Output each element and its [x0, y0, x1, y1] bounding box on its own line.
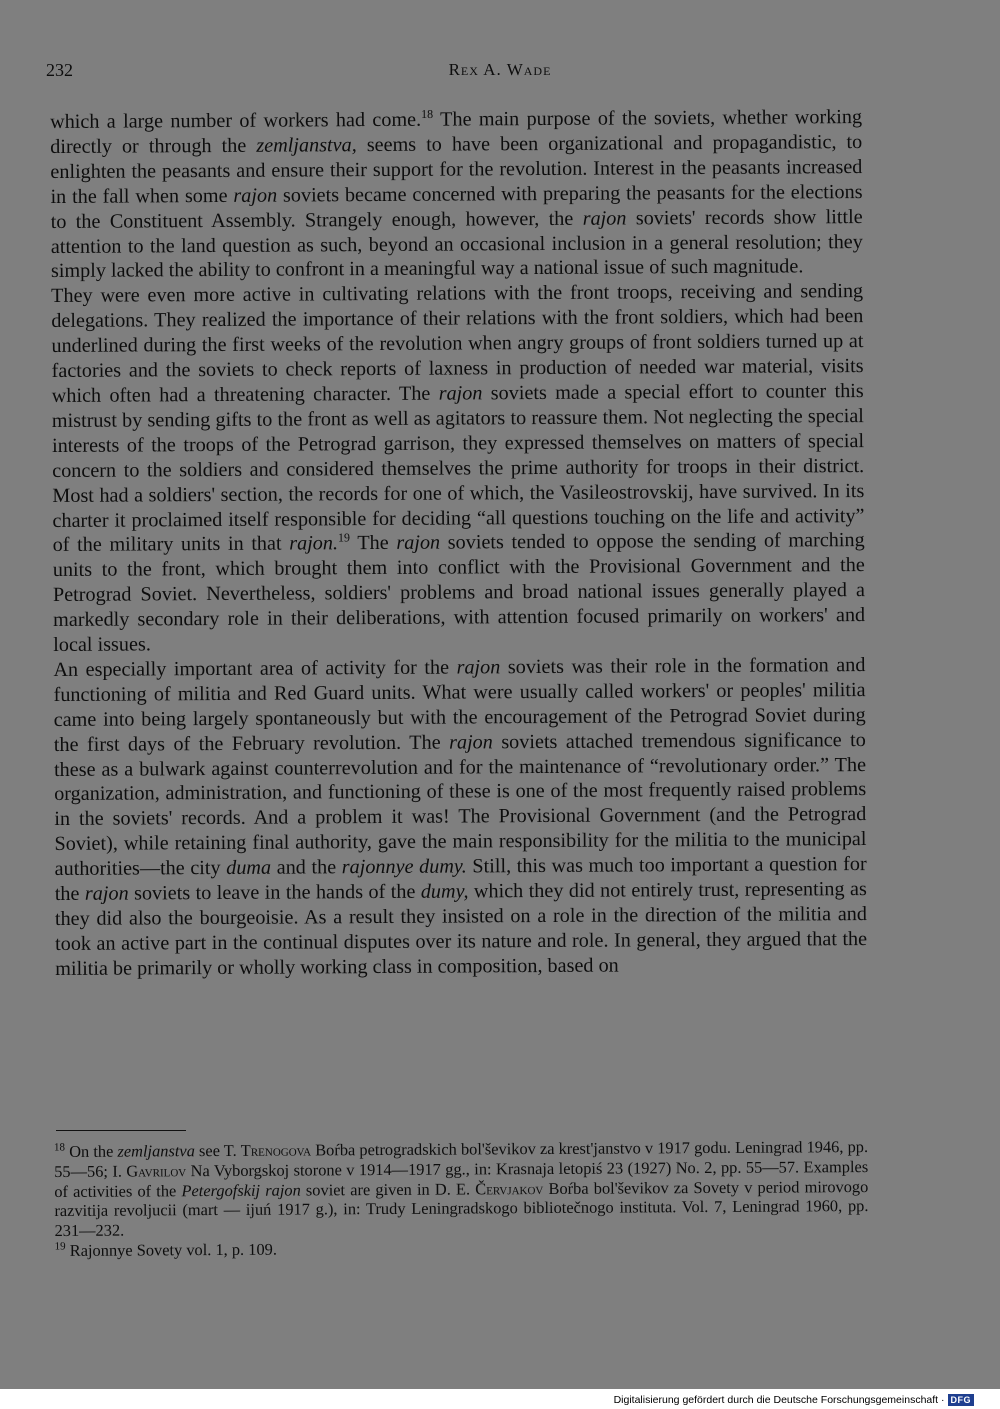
text-run: soviet are given in D. E. — [300, 1179, 476, 1200]
footnote-number: 18 — [53, 1141, 66, 1154]
text-run: soviets was their role in the formation and functioning of militia and Red Guard units. What were usually called workers' or peoples' militia came into being largely spontaneously but with the encouragement of the Petrograd Soviet during the first days of the February revolution. The — [53, 653, 866, 756]
text-run: Still, this was much too important a question for the — [54, 853, 867, 906]
italic-term: rajon — [449, 730, 493, 754]
credit-text: Digitalisierung gefördert durch die Deutsche Forschungsgemeinschaft · — [613, 1394, 945, 1406]
italic-term: rajon — [396, 532, 441, 555]
paragraph-3 — [53, 653, 867, 982]
text-run: soviets made a special effort to counter this mistrust by sending gifts to the front as well as agitators to reassure them. Not neglecting the special interests of the troops of the Petrograd garrison, they expressed themselves on matters of special concern to the soldiers and considered themselves the prime authority for troops in their district. Most had a soldiers' section, the records for one of which, the Vasileostrovskij, have survived. In its charter it proclaimed itself responsible for deciding “all questions touching on the life and activity” of the military units in that — [51, 380, 865, 557]
body-text — [50, 105, 867, 982]
text-run: On the — [64, 1141, 118, 1161]
footnote-ref-19: 19 — [337, 530, 351, 545]
author-name: Trenogova — [240, 1140, 312, 1160]
italic-term: rajon — [456, 656, 501, 679]
italic-term: Petergofskij rajon — [181, 1180, 301, 1200]
text-run: Boŕba bol'ševikov za Sovety v period mirovogo razvitija revoljucii (mart — ijuń 1917 g.), in: Trudy Leningradskogo bibliotečnogo instituta. Vol. 7, Leningrad 1960, pp. 231—232. — [54, 1176, 869, 1241]
italic-term: rajon — [438, 382, 483, 405]
italic-term: duma — [226, 856, 272, 880]
dfg-logo-icon: DFG — [948, 1394, 975, 1406]
page-number: 232 — [46, 60, 73, 80]
text-run: seems to have been organizational and propagandistic, to enlighten the peasants and ensure their support for the revolution. Interest in the peasants increased in the fall when some — [50, 130, 863, 208]
text-run: The — [349, 532, 397, 555]
text-run: An especially important area of activity for the — [53, 656, 457, 681]
footnote-divider — [56, 1130, 186, 1131]
italic-term: rajon — [233, 184, 278, 207]
footnote-18 — [54, 1137, 869, 1241]
text-run: which a large number of workers had come. — [50, 108, 422, 133]
text-run: The main purpose of the soviets, whether working directly or through the — [50, 106, 863, 158]
text-run: soviets to leave in the hands of the — [128, 880, 421, 905]
text-run: soviets tended to oppose the sending of marching units to the front, which brought them into conflict with the Provisional Government and the Petrograd Soviet. Nevertheless, soldiers' problems and broad national issues generally played a markedly secondary role in their deliberations, with attention focused primarily on workers' and local issues. — [52, 529, 866, 657]
text-run: Rajonnye Sovety vol. 1, p. 109. — [65, 1239, 277, 1260]
text-run: They were even more active in cultivating relations with the front troops, receiving and sending delegations. They realized the importance of their relations with the front soldiers, which had been underlined during the first weeks of the revolution when angry groups of front soldiers turned up at factories and the soviets to check reports of laxness in production of needed war material, visits which often had a threatening character. The — [51, 280, 864, 407]
digitization-credit — [614, 1394, 974, 1406]
author-name: Gavrilov — [126, 1160, 187, 1181]
italic-term: rajonnye dumy. — [341, 855, 467, 879]
italic-term: rajon — [582, 207, 627, 230]
italic-term: zemljanstva — [117, 1141, 195, 1161]
text-run: soviets attached tremendous significance to these as a bulwark against counterrevolution and for the maintenance of “revolutionary order.” The organization, administration, and functioning of these is one of the most frequently raised problems in the soviets' records. And a problem it was! The Provisional Government (and the Petrograd Soviet), while retaining final authority, gave the main responsibility for the militia to the municipal authorities—the city — [53, 728, 867, 881]
running-head: Rex A. Wade — [448, 60, 552, 79]
author-name: Červjakov — [475, 1178, 544, 1199]
text-run: soviets' records show little attention to the land question as such, beyond an occasional inclusion in a general resolution; they simply lacked the ability to confront in a meaningful way a national issue of such magnitude. — [50, 205, 863, 283]
paragraph-1 — [50, 105, 863, 284]
text-run: soviets became concerned with preparing the peasants for the elections to the Constituent Assembly. Strangely enough, however, the — [50, 180, 863, 233]
italic-term: zemljanstva, — [256, 134, 357, 157]
footnote-19 — [55, 1236, 869, 1261]
text-run: and the — [271, 856, 342, 879]
text-run: Na Vyborgskoj storone v 1914—1917 gg., in: Krasnaja letopiś 23 (1927) No. 2, pp. 55—57. Examples of activities of the — [54, 1156, 869, 1201]
footnote-ref-18: 18 — [421, 106, 434, 121]
text-run: see T. — [194, 1140, 241, 1161]
text-run: which they did not entirely trust, representing as they did also the bourgeoisie. As a result they insisted on a role in the direction of the militia and took an active part in the continual disputes over its nature and role. In general, they argued that the militia be primarily or wholly working class in composition, based on — [54, 878, 868, 980]
italic-term: rajon — [84, 882, 129, 905]
text-run: Boŕba petrogradskich bol'ševikov za krest'janstvo v 1917 godu. Leningrad 1946, pp. 55—56; I. — [54, 1137, 869, 1181]
italic-term: dumy, — [420, 880, 469, 903]
footnote-number: 19 — [54, 1240, 66, 1253]
italic-term: rajon. — [289, 532, 339, 555]
footnotes — [54, 1137, 869, 1261]
paragraph-2 — [51, 279, 865, 658]
